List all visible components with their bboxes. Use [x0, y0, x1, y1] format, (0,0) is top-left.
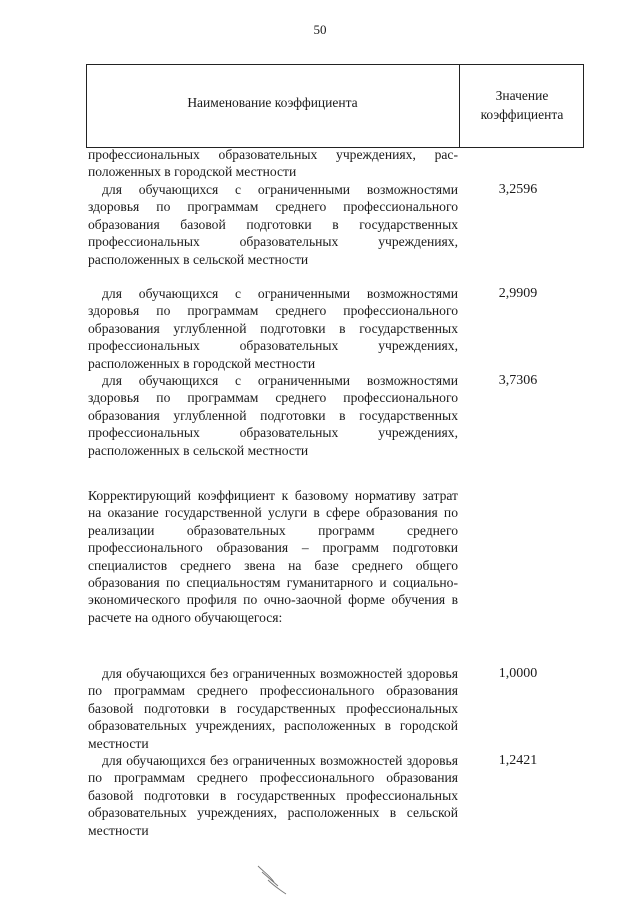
row-value: 1,0000: [498, 666, 538, 681]
row-text: для обучающихся без ограниченных возможностей здоровья по программам среднего профессионального образования базовой подготовки в государственных профессиональных образовательных учреждениях, расположенных в городской местности: [88, 666, 458, 751]
row-text: профессиональных образовательных учреждениях, рас-положенных в городской местности: [88, 147, 458, 180]
row-value: 2,9909: [498, 286, 538, 301]
table-row: [88, 285, 458, 372]
column-header-name: Наименование коэффициента: [187, 95, 358, 110]
row-text: Корректирующий коэффициент к базовому нормативу затрат на оказание государственной услуги в сфере образования по реализации образовательных программ среднего профессионального образования – программ подготовки специалистов среднего звена на базе среднего общего образования по специальностям гуманитарного и социально-экономического профиля по очно-заочной форме обучения в расчете на одного обучающегося:: [88, 488, 458, 625]
row-text: для обучающихся с ограниченными возможностями здоровья по программам среднего профессионального образования базовой подготовки в государственных профессиональных образовательных учреждениях, расположенных в сельской местности: [88, 182, 458, 267]
table-row: [88, 752, 458, 839]
row-value: 1,2421: [498, 753, 538, 768]
column-header-value-line1: Значение: [495, 88, 549, 103]
table-row: [88, 487, 458, 626]
table-row: [88, 372, 458, 459]
column-header-value-line2: коэффициента: [480, 107, 564, 122]
table-row: [88, 665, 458, 752]
row-value: 3,7306: [498, 373, 538, 388]
row-text: для обучающихся с ограниченными возможностями здоровья по программам среднего профессионального образования углубленной подготовки в государственных профессиональных образовательных учреждениях, расположенных в сельской местности: [88, 373, 458, 458]
table-row: [88, 146, 458, 181]
page-number: 50: [313, 22, 327, 37]
row-text: для обучающихся без ограниченных возможностей здоровья по программам среднего профессионального образования базовой подготовки в государственных профессиональных образовательных учреждениях, расположенных в сельской местности: [88, 753, 458, 838]
handwritten-mark: [252, 860, 292, 900]
row-text: для обучающихся с ограниченными возможностями здоровья по программам среднего профессионального образования углубленной подготовки в государственных профессиональных образовательных учреждениях, расположенных в городской местности: [88, 286, 458, 371]
column-header-value: [460, 86, 584, 124]
table-row: [88, 181, 458, 268]
row-value: 3,2596: [498, 182, 538, 197]
